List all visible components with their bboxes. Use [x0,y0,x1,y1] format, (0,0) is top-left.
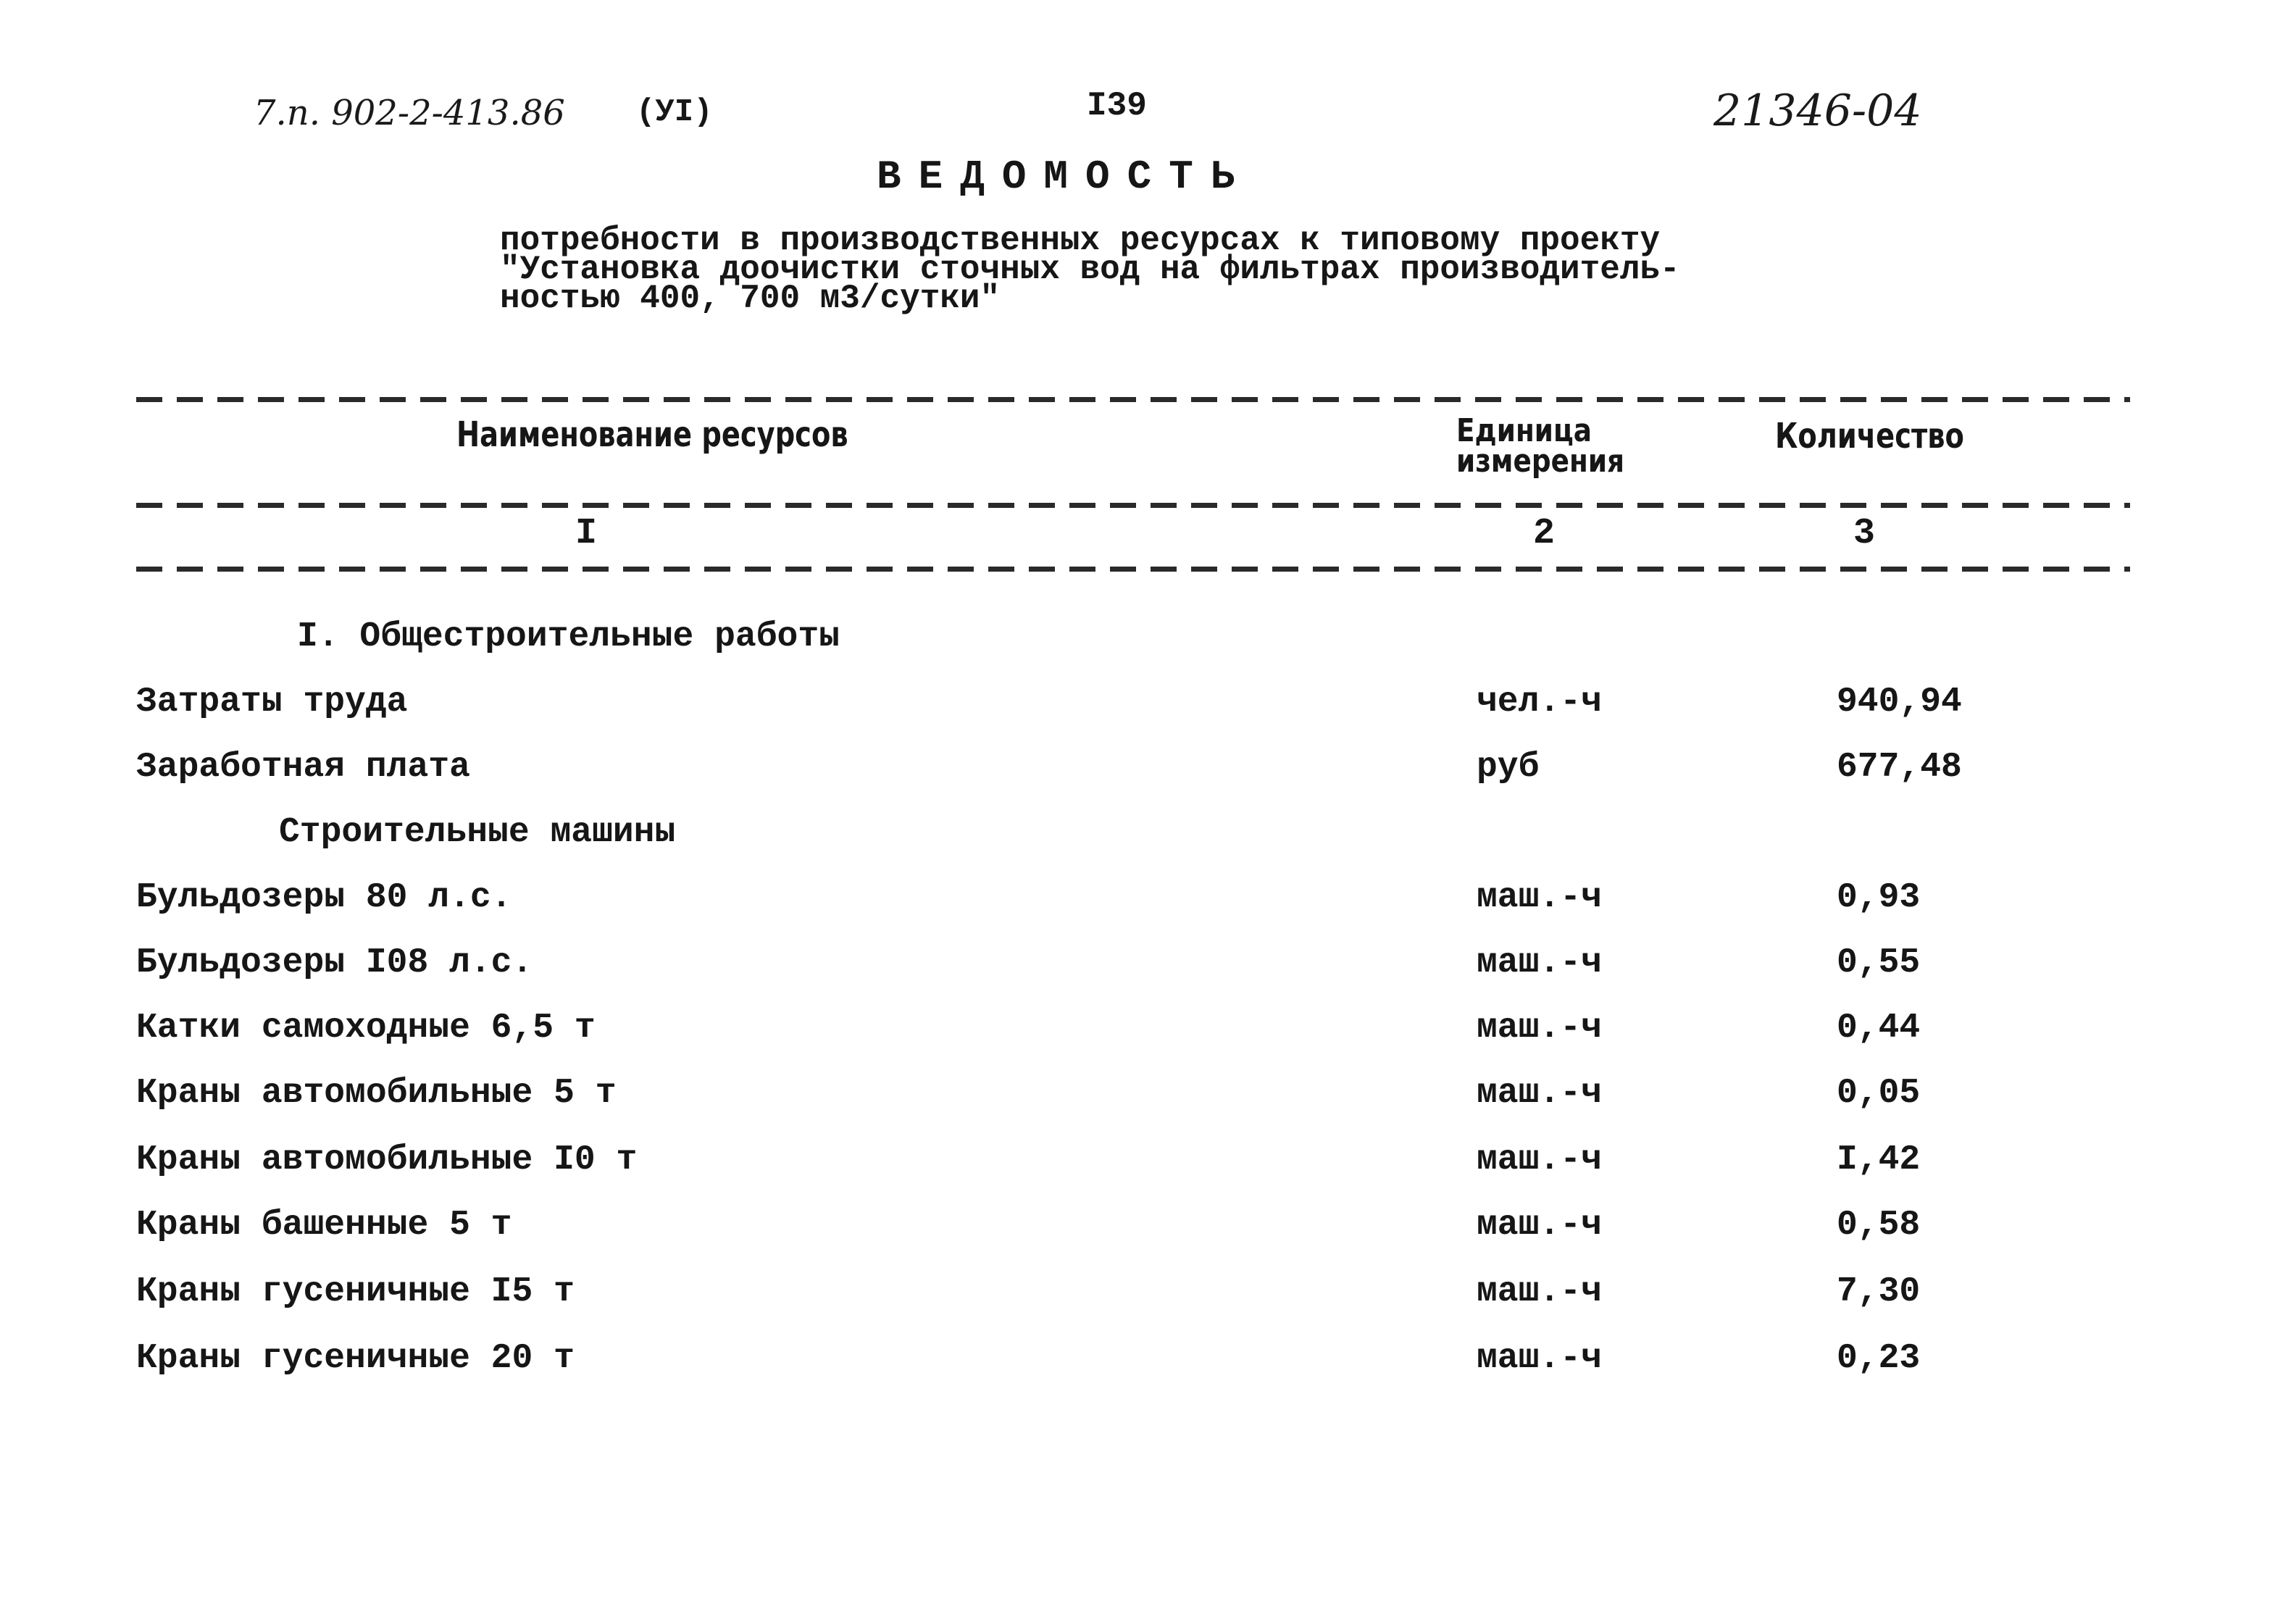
table-row-qty: 940,94 [1837,682,1962,722]
table-row-name: Краны гусеничные I5 т [136,1272,575,1311]
table-row-name: Краны автомобильные 5 т [136,1074,617,1113]
table-row-unit: чел.-ч [1477,682,1602,722]
header-bottom-rule [136,503,2130,508]
table-row-qty: 0,58 [1837,1206,1921,1245]
doc-code: 7.п. 902-2-413.86 [254,93,565,133]
table-row-name: Краны автомобильные I0 т [136,1140,638,1179]
table-row-name: Бульдозеры 80 л.с. [136,878,512,917]
document-title: ВЕДОМОСТЬ [877,154,1253,200]
section-heading: I. Общестроительные работы [297,617,840,656]
table-row-name: Заработная плата [136,748,470,787]
table-row-unit: маш.-ч [1477,1339,1602,1378]
table-row-unit: маш.-ч [1477,1206,1602,1245]
table-row-qty: 0,55 [1837,943,1921,982]
table-row-name: Катки самоходные 6,5 т [136,1009,596,1048]
table-row-unit: маш.-ч [1477,1009,1602,1048]
subtitle-line: "Установка доочистки сточных вод на фильтрах производитель- [500,251,1680,288]
table-row-qty: 0,23 [1837,1339,1921,1378]
table-row-unit: маш.-ч [1477,1140,1602,1179]
column-header-name: Наименование ресурсов [456,414,848,455]
subtitle-line: потребности в производственных ресурсах к типовому проекту [500,222,1661,259]
table-row-name: Затраты труда [136,682,408,722]
table-row-unit: маш.-ч [1477,1074,1602,1113]
page-number: I39 [1087,87,1147,125]
subtitle-line: ностью 400, 700 м3/сутки" [500,280,1001,317]
table-row-qty: 0,05 [1837,1074,1921,1113]
table-row-qty: 7,30 [1837,1272,1921,1311]
column-number-1: I [575,513,598,554]
table-row-qty: 677,48 [1837,748,1962,787]
unit-header-line-1: Единица [1456,412,1592,449]
unit-header-line-2: измерения [1456,443,1625,480]
table-row-qty: 0,44 [1837,1009,1921,1048]
column-number-2: 2 [1533,513,1556,554]
volume-label: (УI) [636,94,713,130]
table-row-unit: маш.-ч [1477,943,1602,982]
column-header-unit [1456,412,1625,480]
table-top-rule [136,397,2130,402]
column-header-quantity: Количество [1775,416,1964,456]
document-subtitle [500,222,1680,317]
table-row-name: Бульдозеры I08 л.с. [136,943,533,982]
table-row-name: Краны гусеничные 20 т [136,1339,575,1378]
column-number-3: 3 [1853,513,1876,554]
table-row-unit: маш.-ч [1477,878,1602,917]
table-row-unit: руб [1477,748,1540,787]
table-row-qty: I,42 [1837,1140,1921,1179]
subsection-heading: Строительные машины [279,813,676,852]
table-row-name: Краны башенные 5 т [136,1206,512,1245]
numbers-bottom-rule [136,567,2130,572]
archive-number: 21346-04 [1713,85,1922,136]
table-row-qty: 0,93 [1837,878,1921,917]
table-row-unit: маш.-ч [1477,1272,1602,1311]
